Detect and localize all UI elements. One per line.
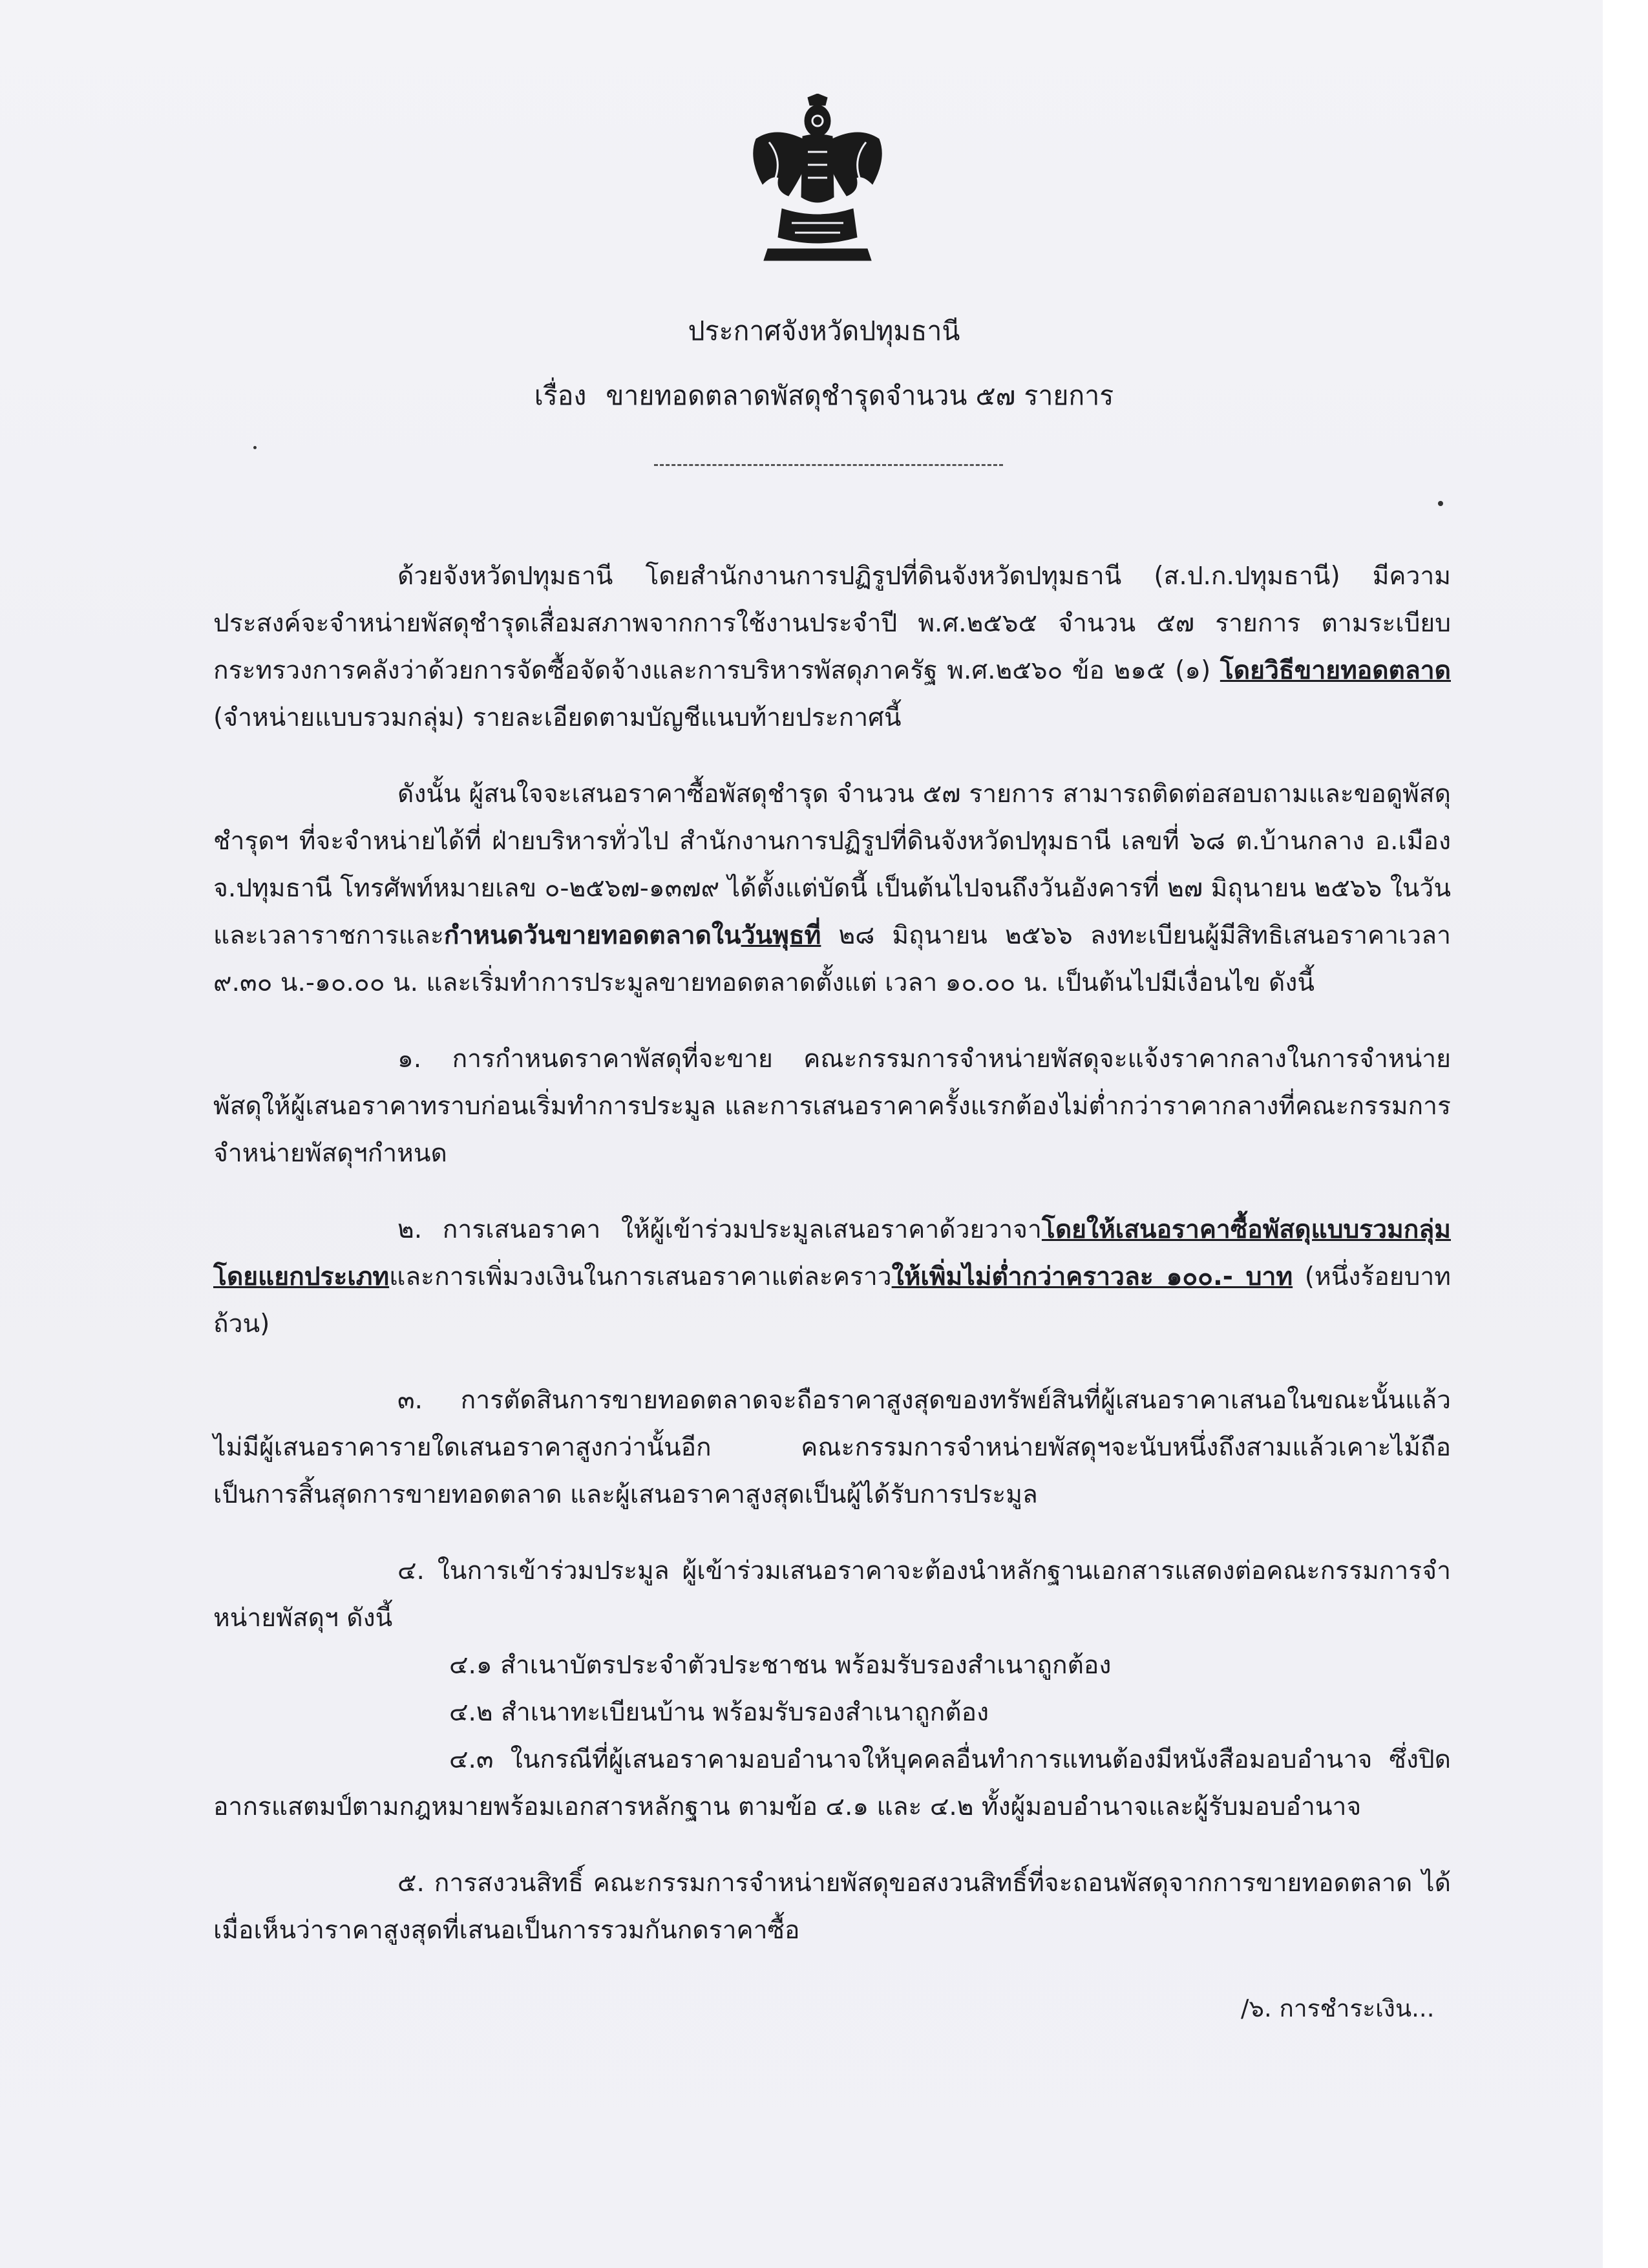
condition-item-4-2: ๔.๒ สำเนาทะเบียนบ้าน พร้อมรับรองสำเนาถูกต้อง [449,1698,989,1727]
sale-method-emphasis: โดยวิธีขายทอดตลาด [1220,656,1451,685]
condition-item-2 [213,1206,1451,1348]
paragraph-contact-text: ดังนั้น ผู้สนใจจะเสนอราคาซื้อพัสดุชำรุด จำนวน ๕๗ รายการ สามารถติดต่อสอบถามและขอดูพัสดุชำรุดฯ ที่จะจำหน่ายได้ที่ ฝ่ายบริหารทั่วไป สำนักงานการปฏิรูปที่ดินจังหวัดปทุมธานี เลขที่ ๖๘ ต.บ้านกลาง อ.เมือง จ.ปทุมธานี โทรศัพท์หมายเลข ๐-๒๕๖๗-๑๓๗๙ ได้ตั้งแต่บัดนี้ เป็นต้นไปจนถึงวันอังคารที่ ๒๗ มิถุนายน ๒๕๖๖ ในวันและเวลาราชการและ [213,779,1451,950]
auction-day-emphasis: วันพุธที่ [741,921,821,950]
paragraph-contact [213,770,1451,1006]
subject-text: ขายทอดตลาดพัสดุชำรุดจำนวน ๕๗ รายการ [606,380,1114,411]
item-2-increment-emphasis: ให้เพิ่มไม่ต่ำกว่าคราวละ ๑๐๐.- บาท [891,1262,1293,1291]
subject-label: เรื่อง [534,380,587,411]
paragraph-contact-tail: ๒๘ มิถุนายน ๒๕๖๖ ลงทะเบียนผู้มีสิทธิเสนอราคาเวลา ๙.๓๐ น.-๑๐.๐๐ น. และเริ่มทำการประมูลขายทอดตลาดตั้งแต่ เวลา ๑๐.๐๐ น. เป็นต้นไปมีเงื่อนไข ดังนี้ [213,921,1451,997]
auction-date-emphasis: กำหนดวันขายทอดตลาดใน [443,921,741,950]
item-2-group-emphasis: โดยให้เสนอราคาซื้อพัสดุแบบรวมกลุ่ม โดยแยกประเภท [213,1215,1451,1291]
paragraph-intro-tail: (จำหน่ายแบบรวมกลุ่ม) รายละเอียดตามบัญชีแนบท้ายประกาศนี้ [213,703,902,732]
condition-item-4-1: ๔.๑ สำเนาบัตรประจำตัวประชาชน พร้อมรับรองสำเนาถูกต้อง [449,1651,1112,1680]
condition-item-3: ๓. การตัดสินการขายทอดตลาดจะถือราคาสูงสุดของทรัพย์สินที่ผู้เสนอราคาเสนอในขณะนั้นแล้ว ไม่มีผู้เสนอราคารายใดเสนอราคาสูงกว่านั้นอีก คณะกรรมการจำหน่ายพัสดุฯจะนับหนึ่งถึงสามแล้วเคาะไม้ถือเป็นการสิ้นสุดการขายทอดตลาด และผู้เสนอราคาสูงสุดเป็นผู้ได้รับการประมูล [213,1386,1451,1509]
condition-item-1: ๑. การกำหนดราคาพัสดุที่จะขาย คณะกรรมการจำหน่ายพัสดุจะแจ้งราคากลางในการจำหน่ายพัสดุให้ผู้เสนอราคาทราบก่อนเริ่มทำการประมูล และการเสนอราคาครั้งแรกต้องไม่ต่ำกว่าราคากลางที่คณะกรรมการจำหน่ายพัสดุฯกำหนด [213,1044,1451,1168]
continuation-note: /๖. การชำระเงิน... [1241,1995,1435,2022]
item-2-tail: (หนึ่งร้อยบาทถ้วน) [213,1262,1451,1339]
scan-speck [1438,501,1443,506]
paragraph-intro-text: ด้วยจังหวัดปทุมธานี โดยสำนักงานการปฏิรูปที่ดินจังหวัดปทุมธานี (ส.ป.ก.ปทุมธานี) มีความประสงค์จะจำหน่ายพัสดุชำรุดเสื่อมสภาพจากการใช้งานประจำปี พ.ศ.๒๕๖๕ จำนวน ๕๗ รายการ ตามระเบียบกระทรวงการคลังว่าด้วยการจัดซื้อจัดจ้างและการบริหารพัสดุภาครัฐ พ.ศ.๒๕๖๐ ข้อ ๒๑๕ (๑) [213,562,1451,685]
announcement-subject [0,380,1603,412]
paragraph-intro [213,553,1451,741]
item-2-text: ๒. การเสนอราคา ให้ผู้เข้าร่วมประมูลเสนอราคาด้วยวาจา [397,1215,1042,1244]
title-divider [654,464,1003,466]
garuda-emblem-icon [743,94,892,263]
condition-item-4: ๔. ในการเข้าร่วมประมูล ผู้เข้าร่วมเสนอราคาจะต้องนำหลักฐานเอกสารแสดงต่อคณะกรรมการจำหน่ายพัสดุฯ ดังนี้ [213,1556,1451,1633]
condition-item-5: ๕. การสงวนสิทธิ์ คณะกรรมการจำหน่ายพัสดุขอสงวนสิทธิ์ที่จะถอนพัสดุจากการขายทอดตลาด ได้เมื่อเห็นว่าราคาสูงสุดที่เสนอเป็นการรวมกันกดราคาซื้อ [213,1869,1451,1945]
scan-margin [1603,0,1648,2268]
announcement-body [213,553,1451,1954]
announcement-title: ประกาศจังหวัดปทุมธานี [688,315,960,346]
condition-item-4-3: ๔.๓ ในกรณีที่ผู้เสนอราคามอบอำนาจให้บุคคลอื่นทำการแทนต้องมีหนังสือมอบอำนาจ ซึ่งปิดอากรแสตมป์ตามกฎหมายพร้อมเอกสารหลักฐาน ตามข้อ ๔.๑ และ ๔.๒ ทั้งผู้มอบอำนาจและผู้รับมอบอำนาจ [213,1745,1451,1821]
item-2-mid-text: และการเพิ่มวงเงินในการเสนอราคาแต่ละคราว [389,1262,892,1291]
scan-speck [253,446,257,449]
